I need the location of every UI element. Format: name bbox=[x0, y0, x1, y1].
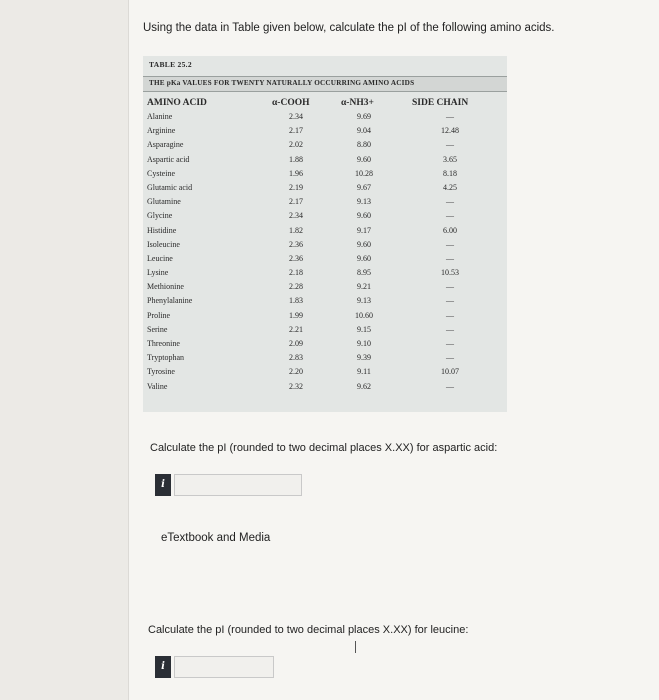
amino-acid-cell: Valine bbox=[147, 381, 168, 391]
nh3-cell: 9.60 bbox=[357, 239, 371, 249]
aspartic-acid-answer-input[interactable] bbox=[174, 474, 302, 496]
table-row bbox=[143, 225, 507, 239]
table-row bbox=[143, 381, 507, 395]
amino-acid-cell: Tyrosine bbox=[147, 367, 175, 377]
nh3-cell: 9.60 bbox=[357, 154, 371, 164]
table-row bbox=[143, 338, 507, 352]
table-row bbox=[143, 281, 507, 295]
nh3-cell: 9.17 bbox=[357, 225, 371, 235]
table-row bbox=[143, 310, 507, 324]
amino-acid-cell: Aspartic acid bbox=[147, 154, 190, 164]
side-chain-cell: — bbox=[446, 253, 454, 263]
amino-acid-cell: Proline bbox=[147, 310, 171, 320]
amino-acid-cell: Lysine bbox=[147, 268, 169, 278]
table-title: TABLE 25.2 bbox=[149, 60, 192, 69]
cooh-cell: 1.96 bbox=[289, 168, 303, 178]
table-subtitle-band bbox=[143, 76, 507, 92]
cooh-cell: 1.83 bbox=[289, 296, 303, 306]
header-nh3: α-NH3+ bbox=[341, 98, 374, 108]
side-chain-cell: — bbox=[446, 211, 454, 221]
table-row bbox=[143, 196, 507, 210]
cursor-mark bbox=[355, 641, 356, 653]
side-chain-cell: 12.48 bbox=[441, 126, 459, 136]
amino-acid-cell: Glutamic acid bbox=[147, 182, 193, 192]
side-chain-cell: — bbox=[446, 324, 454, 334]
nh3-cell: 9.15 bbox=[357, 324, 371, 334]
cooh-cell: 1.99 bbox=[289, 310, 303, 320]
amino-acid-cell: Methionine bbox=[147, 282, 184, 292]
cooh-cell: 2.36 bbox=[289, 253, 303, 263]
side-chain-cell: 4.25 bbox=[443, 182, 457, 192]
q2-label: Calculate the pI (rounded to two decimal places X.XX) for leucine: bbox=[148, 624, 469, 636]
etextbook-media-link[interactable]: eTextbook and Media bbox=[161, 532, 271, 544]
nh3-cell: 9.69 bbox=[357, 112, 371, 121]
nh3-cell: 9.62 bbox=[357, 381, 371, 391]
side-chain-cell: 10.07 bbox=[441, 367, 459, 377]
info-icon[interactable]: i bbox=[155, 656, 171, 678]
cooh-cell: 2.34 bbox=[289, 112, 303, 121]
side-chain-cell: 3.65 bbox=[443, 154, 457, 164]
amino-acid-cell: Threonine bbox=[147, 339, 180, 348]
table-row bbox=[143, 352, 507, 366]
nh3-cell: 9.60 bbox=[357, 211, 371, 221]
cooh-cell: 2.32 bbox=[289, 381, 303, 391]
cooh-cell: 2.09 bbox=[289, 339, 303, 348]
nh3-cell: 9.04 bbox=[357, 126, 371, 136]
cooh-cell: 2.21 bbox=[289, 324, 303, 334]
amino-acid-cell: Tryptophan bbox=[147, 353, 185, 363]
leucine-answer-input[interactable] bbox=[174, 656, 274, 678]
cooh-cell: 2.17 bbox=[289, 197, 303, 207]
amino-acid-cell: Cysteine bbox=[147, 168, 175, 178]
table-row bbox=[143, 324, 507, 338]
cooh-cell: 2.02 bbox=[289, 140, 303, 150]
nh3-cell: 9.67 bbox=[357, 182, 371, 192]
table-row bbox=[143, 210, 507, 224]
cooh-cell: 1.88 bbox=[289, 154, 303, 164]
nh3-cell: 8.80 bbox=[357, 140, 371, 150]
question-intro: Using the data in Table given below, calculate the pI of the following amino acids. bbox=[143, 22, 555, 34]
nh3-cell: 9.60 bbox=[357, 253, 371, 263]
nh3-cell: 9.10 bbox=[357, 339, 371, 348]
nh3-cell: 8.95 bbox=[357, 268, 371, 278]
table-row bbox=[143, 139, 507, 153]
table-row bbox=[143, 295, 507, 309]
table-row bbox=[143, 168, 507, 182]
table-row bbox=[143, 154, 507, 168]
side-chain-cell: — bbox=[446, 239, 454, 249]
amino-acid-cell: Alanine bbox=[147, 112, 173, 121]
cooh-cell: 1.82 bbox=[289, 225, 303, 235]
table-row bbox=[143, 182, 507, 196]
nh3-cell: 9.13 bbox=[357, 197, 371, 207]
table-body bbox=[143, 111, 507, 395]
cooh-cell: 2.28 bbox=[289, 282, 303, 292]
cooh-cell: 2.17 bbox=[289, 126, 303, 136]
amino-acid-cell: Arginine bbox=[147, 126, 176, 136]
nh3-cell: 9.39 bbox=[357, 353, 371, 363]
header-side-chain: SIDE CHAIN bbox=[412, 98, 469, 108]
side-chain-cell: 10.53 bbox=[441, 268, 459, 278]
info-icon[interactable]: i bbox=[155, 474, 171, 496]
cooh-cell: 2.18 bbox=[289, 268, 303, 278]
side-chain-cell: — bbox=[446, 339, 454, 348]
side-chain-cell: — bbox=[446, 296, 454, 306]
q1-label: Calculate the pI (rounded to two decimal places X.XX) for aspartic acid: bbox=[150, 442, 498, 454]
nh3-cell: 10.28 bbox=[355, 168, 373, 178]
nh3-cell: 9.11 bbox=[357, 367, 371, 377]
side-chain-cell: — bbox=[446, 140, 454, 150]
amino-acid-cell: Glutamine bbox=[147, 197, 181, 207]
amino-acid-cell: Histidine bbox=[147, 225, 177, 235]
amino-acid-cell: Glycine bbox=[147, 211, 173, 221]
pka-table bbox=[143, 56, 507, 412]
side-chain-cell: — bbox=[446, 310, 454, 320]
cooh-cell: 2.34 bbox=[289, 211, 303, 221]
amino-acid-cell: Leucine bbox=[147, 253, 173, 263]
side-chain-cell: — bbox=[446, 282, 454, 292]
cooh-cell: 2.19 bbox=[289, 182, 303, 192]
header-amino-acid: AMINO ACID bbox=[147, 98, 207, 108]
table-row bbox=[143, 253, 507, 267]
header-cooh: α-COOH bbox=[272, 98, 310, 108]
nh3-cell: 9.21 bbox=[357, 282, 371, 292]
nh3-cell: 9.13 bbox=[357, 296, 371, 306]
table-subtitle: THE pKa VALUES FOR TWENTY NATURALLY OCCURRING AMINO ACIDS bbox=[149, 79, 415, 87]
side-chain-cell: — bbox=[446, 381, 454, 391]
side-chain-cell: — bbox=[446, 353, 454, 363]
cooh-cell: 2.83 bbox=[289, 353, 303, 363]
table-row bbox=[143, 366, 507, 380]
amino-acid-cell: Asparagine bbox=[147, 140, 184, 150]
amino-acid-cell: Serine bbox=[147, 324, 168, 334]
side-chain-cell: — bbox=[446, 197, 454, 207]
cooh-cell: 2.20 bbox=[289, 367, 303, 377]
cooh-cell: 2.36 bbox=[289, 239, 303, 249]
table-row bbox=[143, 239, 507, 253]
table-row bbox=[143, 267, 507, 281]
side-chain-cell: — bbox=[446, 112, 454, 121]
table-row bbox=[143, 125, 507, 139]
amino-acid-cell: Isoleucine bbox=[147, 239, 180, 249]
amino-acid-cell: Phenylalanine bbox=[147, 296, 193, 306]
nh3-cell: 10.60 bbox=[355, 310, 373, 320]
table-row bbox=[143, 111, 507, 125]
side-chain-cell: 8.18 bbox=[443, 168, 457, 178]
side-chain-cell: 6.00 bbox=[443, 225, 457, 235]
